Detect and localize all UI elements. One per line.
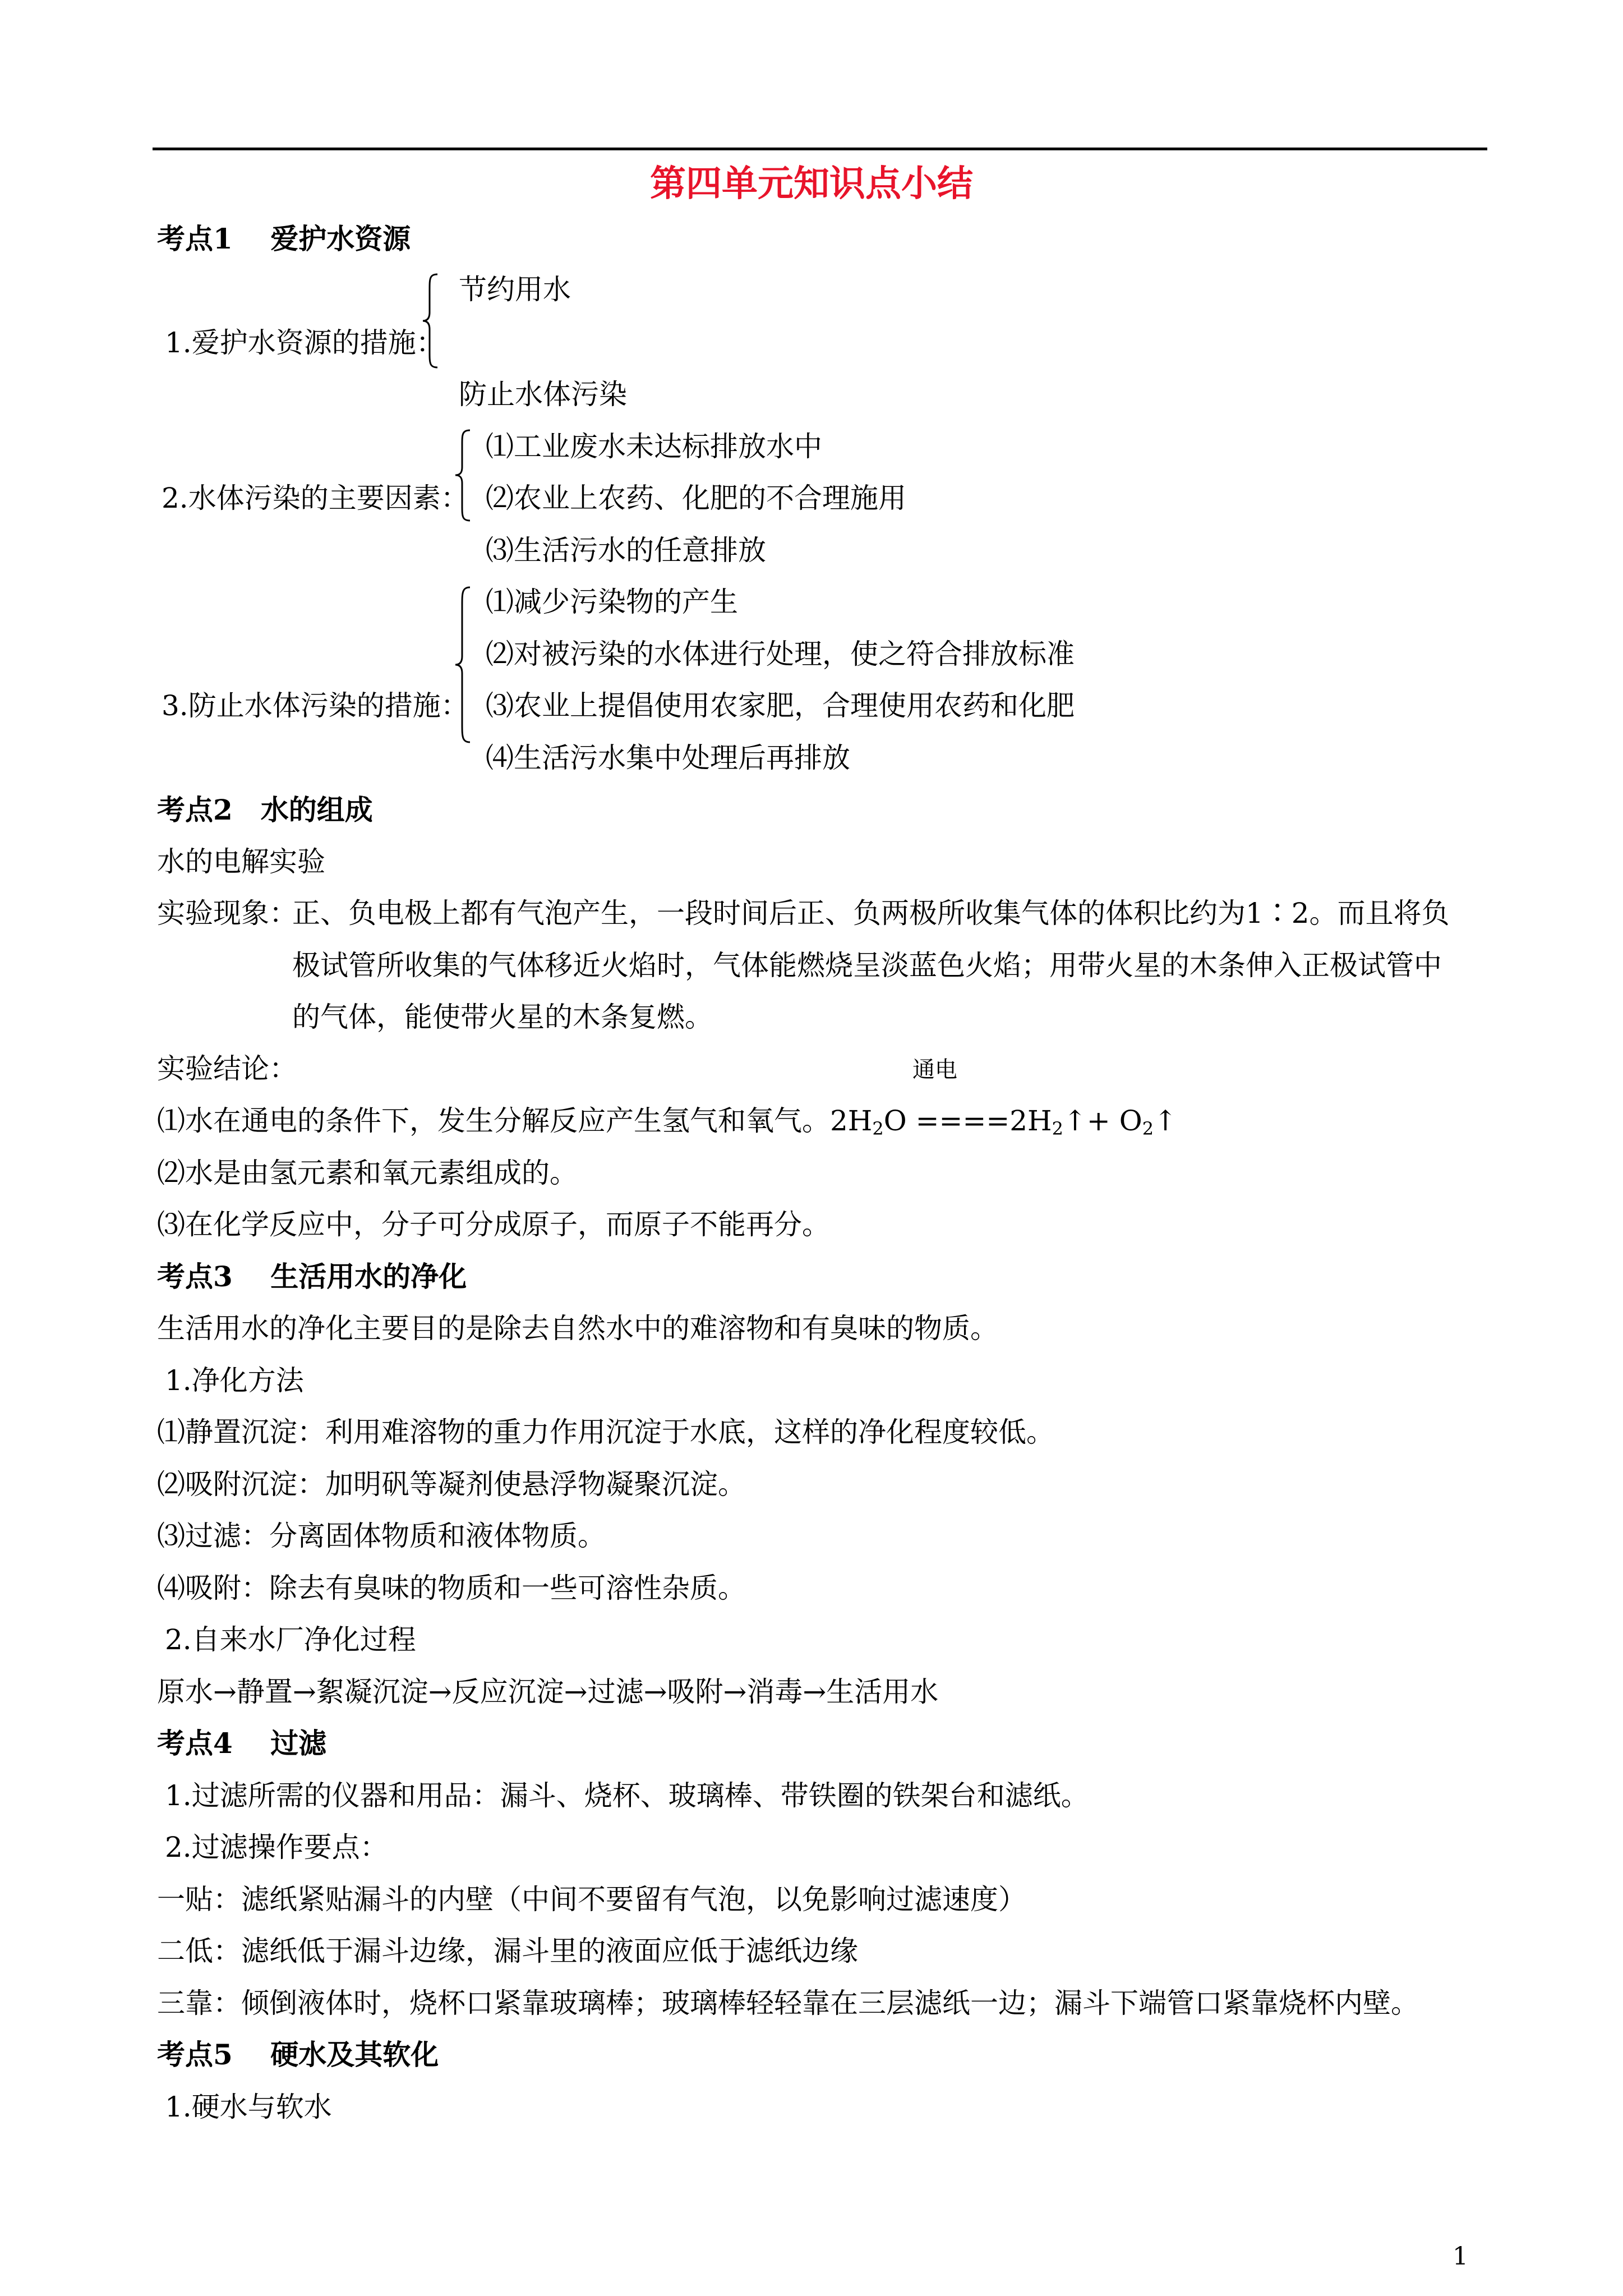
conclusion-1-text: ⑴水在通电的条件下，发生分解反应产生氢气和氧气。 [157, 1105, 830, 1137]
eq-sub: 2 [1052, 1118, 1064, 1139]
kd3-intro: 生活用水的净化主要目的是除去自然水中的难溶物和有臭味的物质。 [157, 1312, 998, 1345]
eq-sub: 2 [872, 1118, 884, 1139]
kd3-method-1: ⑴静置沉淀：利用难溶物的重力作用沉淀于水底，这样的净化程度较低。 [157, 1416, 1054, 1448]
kd4-line-1: 1.过滤所需的仪器和用品：漏斗、烧杯、玻璃棒、带铁圈的铁架台和滤纸。 [165, 1779, 1089, 1812]
kd1-item3-label: 3.防止水体污染的措施： [162, 689, 469, 722]
kd4-line-4: 二低：滤纸低于漏斗边缘，漏斗里的液面应低于滤纸边缘 [157, 1935, 858, 1967]
kd1-opt-1: 节约用水 [459, 273, 571, 306]
kd2-phen-line-2: 极试管所收集的气体移近火焰时，气体能燃烧呈淡蓝色火焰；用带火星的木条伸入正极试管中 [292, 949, 1442, 982]
kd2-concl-label: 实验结论： [157, 1052, 297, 1085]
eq-part: ↑+ O [1063, 1105, 1142, 1137]
kd2-conclusion-2: ⑵水是由氢元素和氧元素组成的。 [157, 1157, 578, 1189]
kd2-conclusion-1 [157, 1103, 1177, 1146]
kd1-factor-2: ⑵农业上农药、化肥的不合理施用 [486, 482, 906, 514]
kd2-phen-line-1: 正、负电极上都有气泡产生，一段时间后正、负两极所收集气体的体积比约为1∶2。而且将负 [292, 897, 1450, 930]
kd5-line-1: 1.硬水与软水 [165, 2091, 332, 2123]
kd3-method-4: ⑷吸附：除去有臭味的物质和一些可溶性杂质。 [157, 1572, 746, 1604]
kd1-heading: 考点1 爱护水资源 [157, 222, 411, 255]
eq-sub: 2 [1142, 1118, 1154, 1139]
kd1-item1-label: 1.爱护水资源的措施： [165, 326, 444, 359]
kd4-line-5: 三靠：倾倒液体时，烧杯口紧靠玻璃棒；玻璃棒轻轻靠在三层滤纸一边；漏斗下端管口紧靠烧杯内壁。 [157, 1987, 1419, 2019]
kd1-measure-2: ⑵对被污染的水体进行处理，使之符合排放标准 [486, 638, 1075, 670]
eq-part: 2H [830, 1105, 873, 1137]
kd3-heading: 考点3 生活用水的净化 [157, 1260, 467, 1293]
kd3-process: 原水→静置→絮凝沉淀→反应沉淀→过滤→吸附→消毒→生活用水 [157, 1676, 939, 1708]
eq-part: ↑ [1154, 1105, 1177, 1137]
page-title: 第四单元知识点小结 [650, 163, 973, 205]
kd1-measure-3: ⑶农业上提倡使用农家肥，合理使用农药和化肥 [486, 689, 1075, 722]
kd2-conclusion-3: ⑶在化学反应中，分子可分成原子，而原子不能再分。 [157, 1208, 830, 1241]
kd1-opt-2: 防止水体污染 [459, 378, 627, 411]
kd2-heading: 考点2 水的组成 [157, 793, 373, 826]
header-rule [153, 148, 1487, 150]
kd1-item2-label: 2.水体污染的主要因素： [162, 482, 469, 514]
kd3-method-2: ⑵吸附沉淀：加明矾等凝剂使悬浮物凝聚沉淀。 [157, 1468, 746, 1501]
kd2-phen-line-3: 的气体，能使带火星的木条复燃。 [292, 1001, 713, 1033]
eq-part: O ====2H [883, 1105, 1052, 1137]
reaction-condition: 通电 [912, 1057, 957, 1083]
kd1-measure-1: ⑴减少污染物的产生 [486, 586, 738, 618]
kd4-line-2: 2.过滤操作要点： [165, 1831, 388, 1864]
page-number: 1 [1453, 2242, 1468, 2271]
kd4-heading: 考点4 过滤 [157, 1727, 327, 1760]
kd1-measure-4: ⑷生活污水集中处理后再排放 [486, 742, 850, 774]
kd1-factor-3: ⑶生活污水的任意排放 [486, 534, 766, 567]
kd2-phen-label: 实验现象： [157, 897, 297, 930]
kd3-method-3: ⑶过滤：分离固体物质和液体物质。 [157, 1520, 606, 1552]
kd2-sub: 水的电解实验 [157, 845, 325, 878]
kd1-factor-1: ⑴工业废水未达标排放水中 [486, 430, 822, 463]
kd3-process-heading: 2.自来水厂净化过程 [165, 1623, 416, 1656]
equation [830, 1105, 1177, 1137]
kd3-methods-heading: 1.净化方法 [165, 1364, 304, 1397]
kd4-line-3: 一贴：滤纸紧贴漏斗的内壁（中间不要留有气泡，以免影响过滤速度） [157, 1883, 1026, 1916]
kd5-heading: 考点5 硬水及其软化 [157, 2038, 439, 2071]
